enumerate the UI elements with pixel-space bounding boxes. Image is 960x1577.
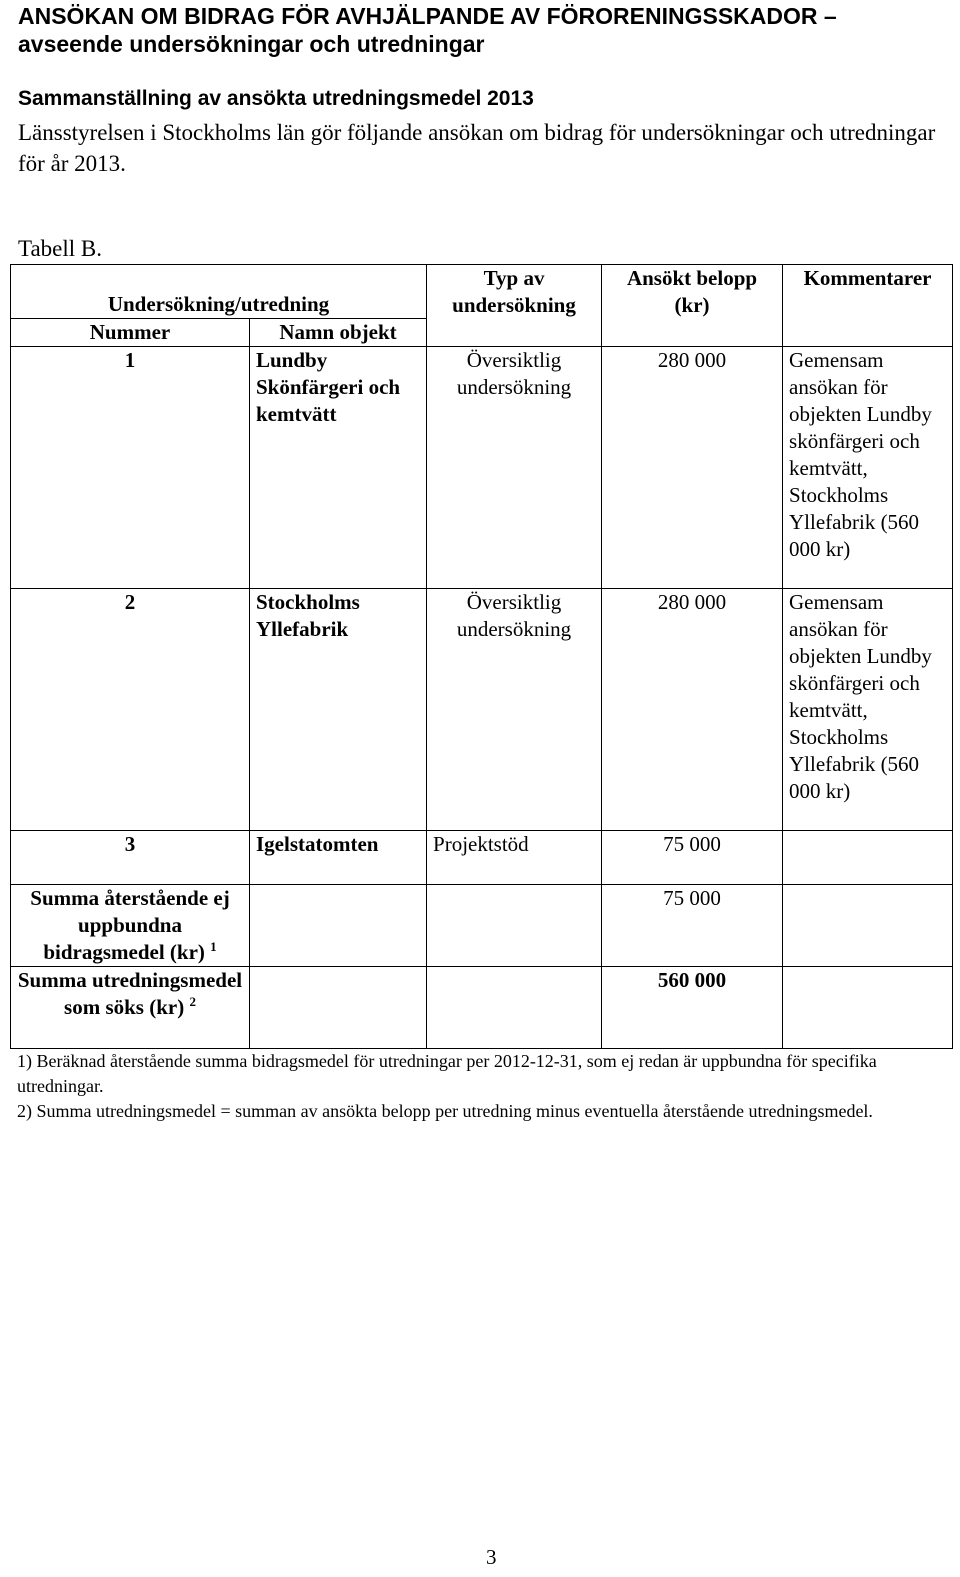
footnote-1: 1) Beräknad återstående summa bidragsmedel för utredningar per 2012-12-31, som ej redan är uppbundna för specifika utredningar. [17, 1051, 877, 1096]
footnote-2: 2) Summa utredningsmedel = summan av ansökta belopp per utredning minus eventuella återstående utredningsmedel. [17, 1101, 873, 1121]
footnotes [17, 1049, 952, 1124]
summary-row [11, 885, 953, 967]
row-nummer: 2 [11, 589, 250, 831]
table-row [11, 831, 953, 885]
header-group: Undersökning/utredning [11, 265, 427, 319]
header-typ: Typ av undersökning [427, 265, 602, 347]
summary-empty-cell [427, 967, 602, 1049]
row-typ: Översiktlig undersökning [427, 347, 602, 589]
summary-empty-cell [427, 885, 602, 967]
row-kommentar: Gemensam ansökan för objekten Lundby skönfärgeri och kemtvätt, Stockholms Yllefabrik (560 000 kr) [783, 347, 953, 589]
summary-empty-cell [783, 967, 953, 1049]
footnote-marker: 2 [189, 994, 196, 1009]
row-namn: Igelstatomten [250, 831, 427, 885]
document-title: ANSÖKAN OM BIDRAG FÖR AVHJÄLPANDE AV FÖRORENINGSSKADOR – [18, 3, 837, 29]
row-typ: Översiktlig undersökning [427, 589, 602, 831]
summary-belopp: 75 000 [602, 885, 783, 967]
table-caption: Tabell B. [18, 236, 102, 261]
row-belopp: 75 000 [602, 831, 783, 885]
summary-label-text: Summa återstående ej uppbundna bidragsmedel (kr) [30, 886, 230, 964]
summary-label-text: Summa utredningsmedel som söks (kr) [17, 968, 243, 1019]
row-belopp: 280 000 [602, 589, 783, 831]
row-belopp: 280 000 [602, 347, 783, 589]
row-kommentar: Gemensam ansökan för objekten Lundby skönfärgeri och kemtvätt, Stockholms Yllefabrik (560 000 kr) [783, 589, 953, 831]
summary-label [11, 967, 250, 1049]
header-belopp: Ansökt belopp (kr) [602, 265, 783, 347]
row-namn: Lundby Skönfärgeri och kemtvätt [250, 347, 427, 589]
intro-paragraph: Länsstyrelsen i Stockholms län gör följande ansökan om bidrag för undersökningar och utredningar för år 2013. [18, 120, 936, 176]
summary-empty-cell [783, 885, 953, 967]
table-header-row [11, 265, 953, 319]
row-nummer: 3 [11, 831, 250, 885]
summary-empty-cell [250, 885, 427, 967]
header-nummer: Nummer [11, 319, 250, 347]
section-heading: Sammanställning av ansökta utredningsmedel 2013 [18, 87, 534, 110]
summary-belopp: 560 000 [602, 967, 783, 1049]
header-namn: Namn objekt [250, 319, 427, 347]
footnote-marker: 1 [210, 939, 217, 954]
row-nummer: 1 [11, 347, 250, 589]
row-typ: Projektstöd [427, 831, 602, 885]
header-kommentarer: Kommentarer [783, 265, 953, 347]
row-namn: Stockholms Yllefabrik [250, 589, 427, 831]
summary-label [11, 885, 250, 967]
row-kommentar [783, 831, 953, 885]
page-number: 3 [486, 1545, 497, 1569]
table-row [11, 589, 953, 831]
summary-row [11, 967, 953, 1049]
summary-empty-cell [250, 967, 427, 1049]
table-row [11, 347, 953, 589]
document-title-line2: avseende undersökningar och utredningar [18, 31, 485, 57]
application-table [10, 264, 953, 1049]
